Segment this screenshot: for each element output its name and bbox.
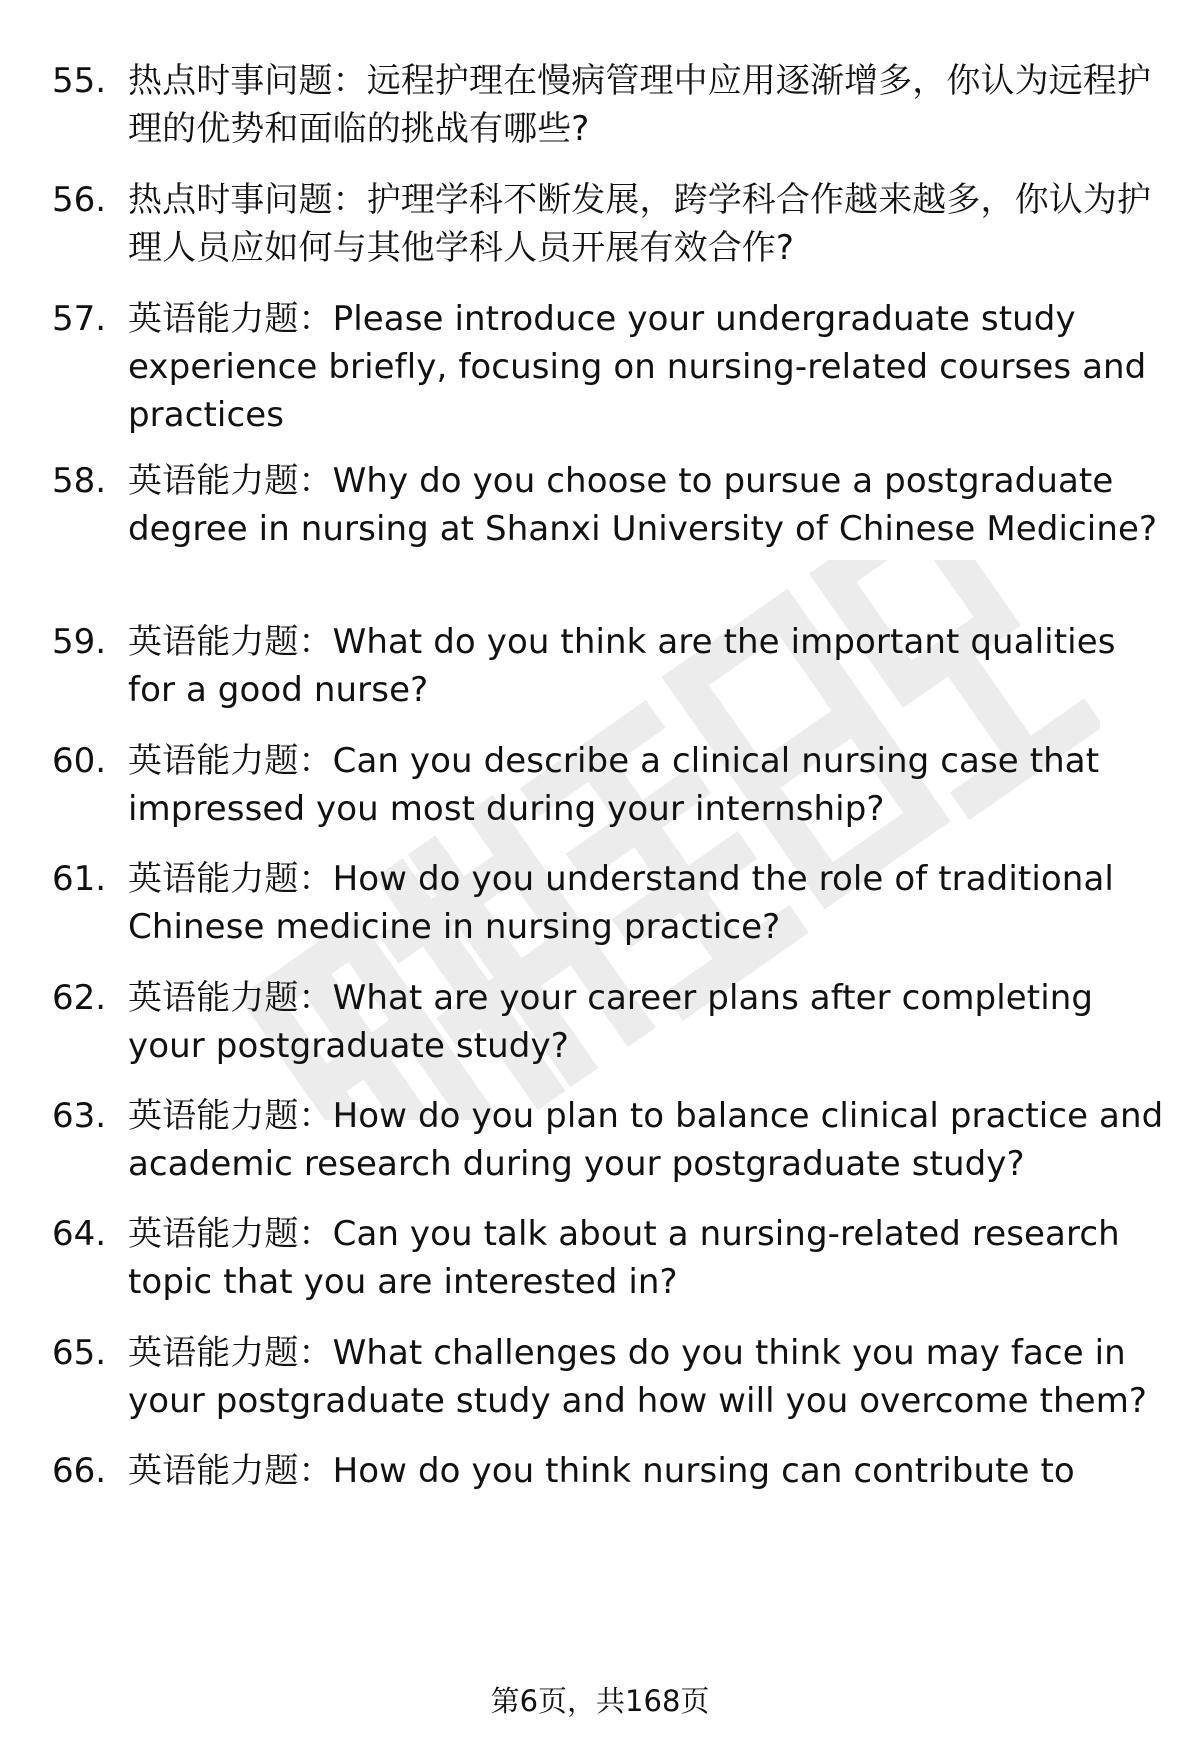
- question-item-64: [52, 1210, 1164, 1306]
- question-number: 62.: [52, 978, 107, 1018]
- question-number: 58.: [52, 461, 107, 501]
- page-footer: 第6页，共168页: [490, 1684, 710, 1718]
- question-text: 英语能力题：How do you plan to balance clinical practice and academic research during your postgraduate study?: [128, 1096, 1164, 1184]
- question-item-63: [52, 1092, 1164, 1188]
- question-number: 65.: [52, 1333, 107, 1373]
- question-text: 热点时事问题：远程护理在慢病管理中应用逐渐增多，你认为远程护理的优势和面临的挑战有哪些?: [128, 61, 1151, 149]
- question-text: 英语能力题：Please introduce your undergraduate study experience briefly, focusing on nursing-related courses and practices: [128, 299, 1147, 435]
- question-number: 63.: [52, 1096, 107, 1136]
- question-number: 56.: [52, 180, 107, 220]
- question-text: 英语能力题：What do you think are the important qualities for a good nurse?: [128, 622, 1116, 710]
- question-item-65: [52, 1329, 1164, 1425]
- question-item-55: [52, 57, 1164, 153]
- question-item-57: [52, 295, 1164, 439]
- question-number: 61.: [52, 859, 107, 899]
- question-item-58: [52, 457, 1164, 553]
- question-text: 英语能力题：Can you describe a clinical nursing case that impressed you most during your internship?: [128, 741, 1100, 829]
- question-number: 64.: [52, 1214, 107, 1254]
- question-number: 57.: [52, 299, 107, 339]
- question-number: 55.: [52, 61, 107, 101]
- question-item-61: [52, 855, 1164, 951]
- question-text: 英语能力题：What are your career plans after completing your postgraduate study?: [128, 978, 1094, 1066]
- question-text: 英语能力题：Why do you choose to pursue a postgraduate degree in nursing at Shanxi University of Chinese Medicine?: [128, 461, 1158, 549]
- question-number: 59.: [52, 622, 107, 662]
- question-text: 英语能力题：What challenges do you think you may face in your postgraduate study and how will you overcome them?: [128, 1333, 1148, 1421]
- question-item-56: [52, 176, 1164, 272]
- question-text: 英语能力题：How do you understand the role of traditional Chinese medicine in nursing practice?: [128, 859, 1114, 947]
- question-item-62: [52, 974, 1164, 1070]
- question-item-60: [52, 737, 1164, 833]
- question-item-66: [52, 1447, 1164, 1495]
- question-text: 热点时事问题：护理学科不断发展，跨学科合作越来越多，你认为护理人员应如何与其他学科人员开展有效合作?: [128, 180, 1151, 268]
- question-text: 英语能力题：How do you think nursing can contribute to: [128, 1451, 1075, 1491]
- question-number: 66.: [52, 1451, 107, 1491]
- question-number: 60.: [52, 741, 107, 781]
- question-item-59: [52, 618, 1164, 714]
- question-text: 英语能力题：Can you talk about a nursing-related research topic that you are interested in?: [128, 1214, 1120, 1302]
